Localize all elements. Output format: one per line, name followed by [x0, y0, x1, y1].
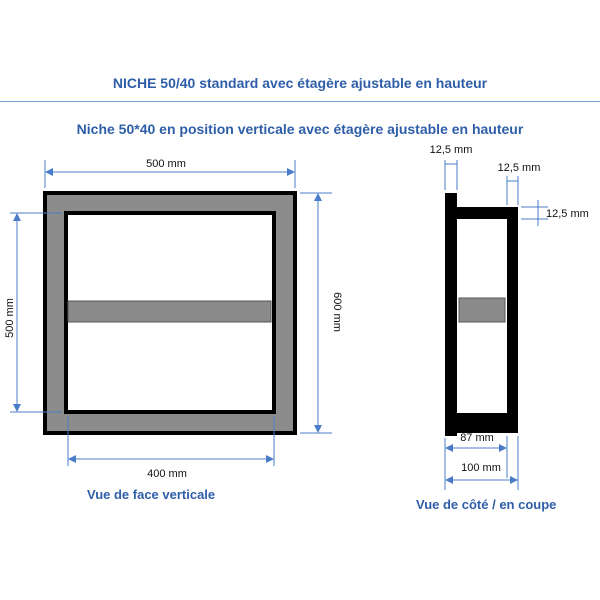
main-title: NICHE 50/40 standard avec étagère ajustable en hauteur — [112, 75, 488, 91]
front-shelf — [68, 301, 271, 322]
side-dim-flange-label: 12,5 mm — [546, 208, 589, 220]
side-dim-inner-label: 87 mm — [460, 432, 494, 444]
front-dim-left-label: 500 mm — [4, 298, 16, 338]
side-dim-right-label: 12,5 mm — [497, 162, 541, 174]
front-dim-bottom-label: 400 mm — [147, 468, 187, 480]
front-view-caption: Vue de face verticale — [87, 487, 216, 502]
side-dim-wall-label: 12,5 mm — [429, 144, 473, 156]
front-dim-right-label: 600 mm — [331, 292, 343, 332]
side-view — [430, 144, 589, 490]
side-dim-total-label: 100 mm — [461, 462, 501, 474]
front-dim-top-label: 500 mm — [146, 158, 186, 170]
side-shelf — [459, 298, 505, 322]
front-view — [4, 158, 343, 480]
side-view-caption: Vue de côté / en coupe — [416, 497, 557, 512]
sub-title: Niche 50*40 en position verticale avec étagère ajustable en hauteur — [76, 121, 524, 137]
